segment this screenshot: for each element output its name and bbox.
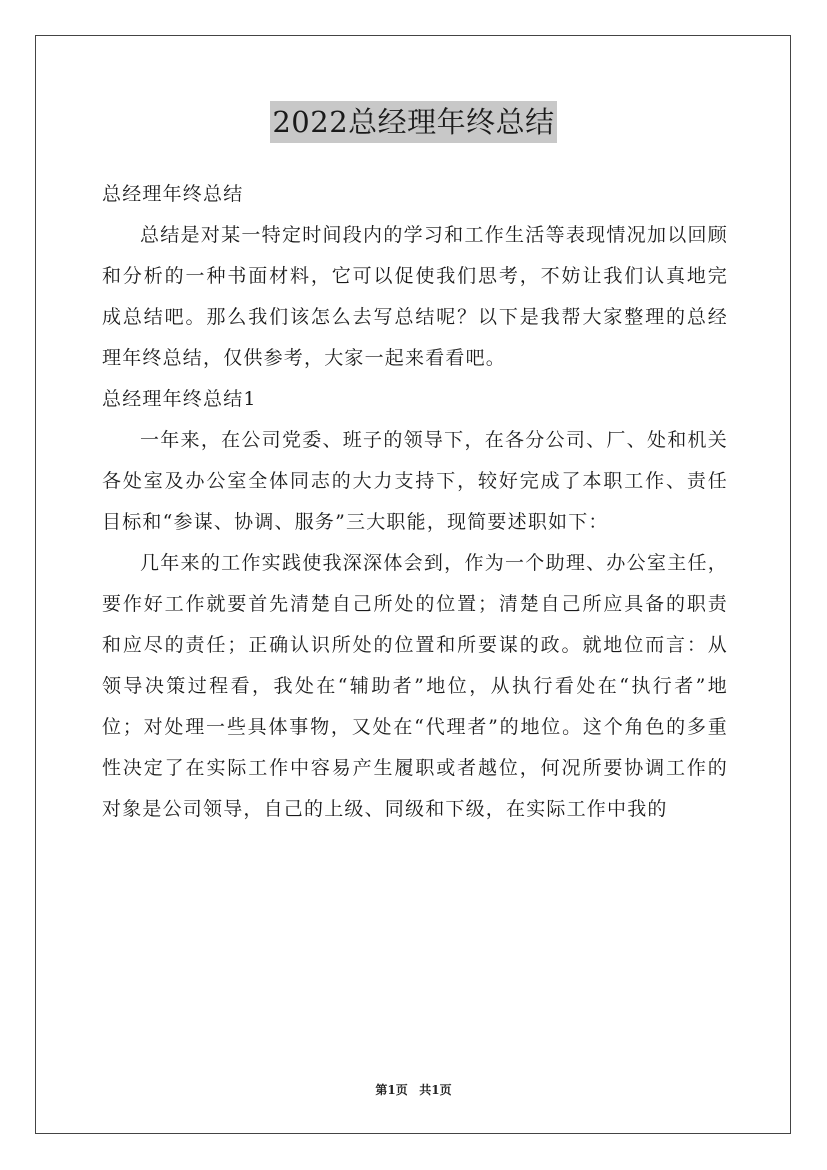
page-number: 第1页 — [375, 1083, 408, 1097]
title-container — [0, 101, 827, 143]
page-footer — [0, 1082, 827, 1098]
document-subtitle: 总经理年终总结 — [102, 183, 244, 205]
intro-paragraph: 总结是对某一特定时间段内的学习和工作生活等表现情况加以回顾和分析的一种书面材料，它可以促使我们思考，不妨让我们认真地完成总结吧。那么我们该怎么去写总结呢？以下是我帮大家整理的总经理年终总结，仅供参考，大家一起来看看吧。 — [102, 224, 728, 369]
document-title: 2022总经理年终总结 — [270, 101, 556, 143]
section-heading: 总经理年终总结1 — [102, 388, 257, 410]
document-body — [102, 174, 728, 830]
section-paragraph-1: 一年来，在公司党委、班子的领导下，在各分公司、厂、处和机关各处室及办公室全体同志的大力支持下，较好完成了本职工作、责任目标和“参谋、协调、服务”三大职能，现简要述职如下： — [102, 429, 728, 533]
section-paragraph-2: 几年来的工作实践使我深深体会到，作为一个助理、办公室主任，要作好工作就要首先清楚自己所处的位置；清楚自己所应具备的职责和应尽的责任；正确认识所处的位置和所要谋的政。就地位而言：从领导决策过程看，我处在“辅助者”地位，从执行看处在“执行者”地位；对处理一些具体事物，又处在“代理者”的地位。这个角色的多重性决定了在实际工作中容易产生履职或者越位，何况所要协调工作的对象是公司领导，自己的上级、同级和下级，在实际工作中我的 — [102, 552, 728, 820]
page-total: 共1页 — [419, 1083, 452, 1097]
